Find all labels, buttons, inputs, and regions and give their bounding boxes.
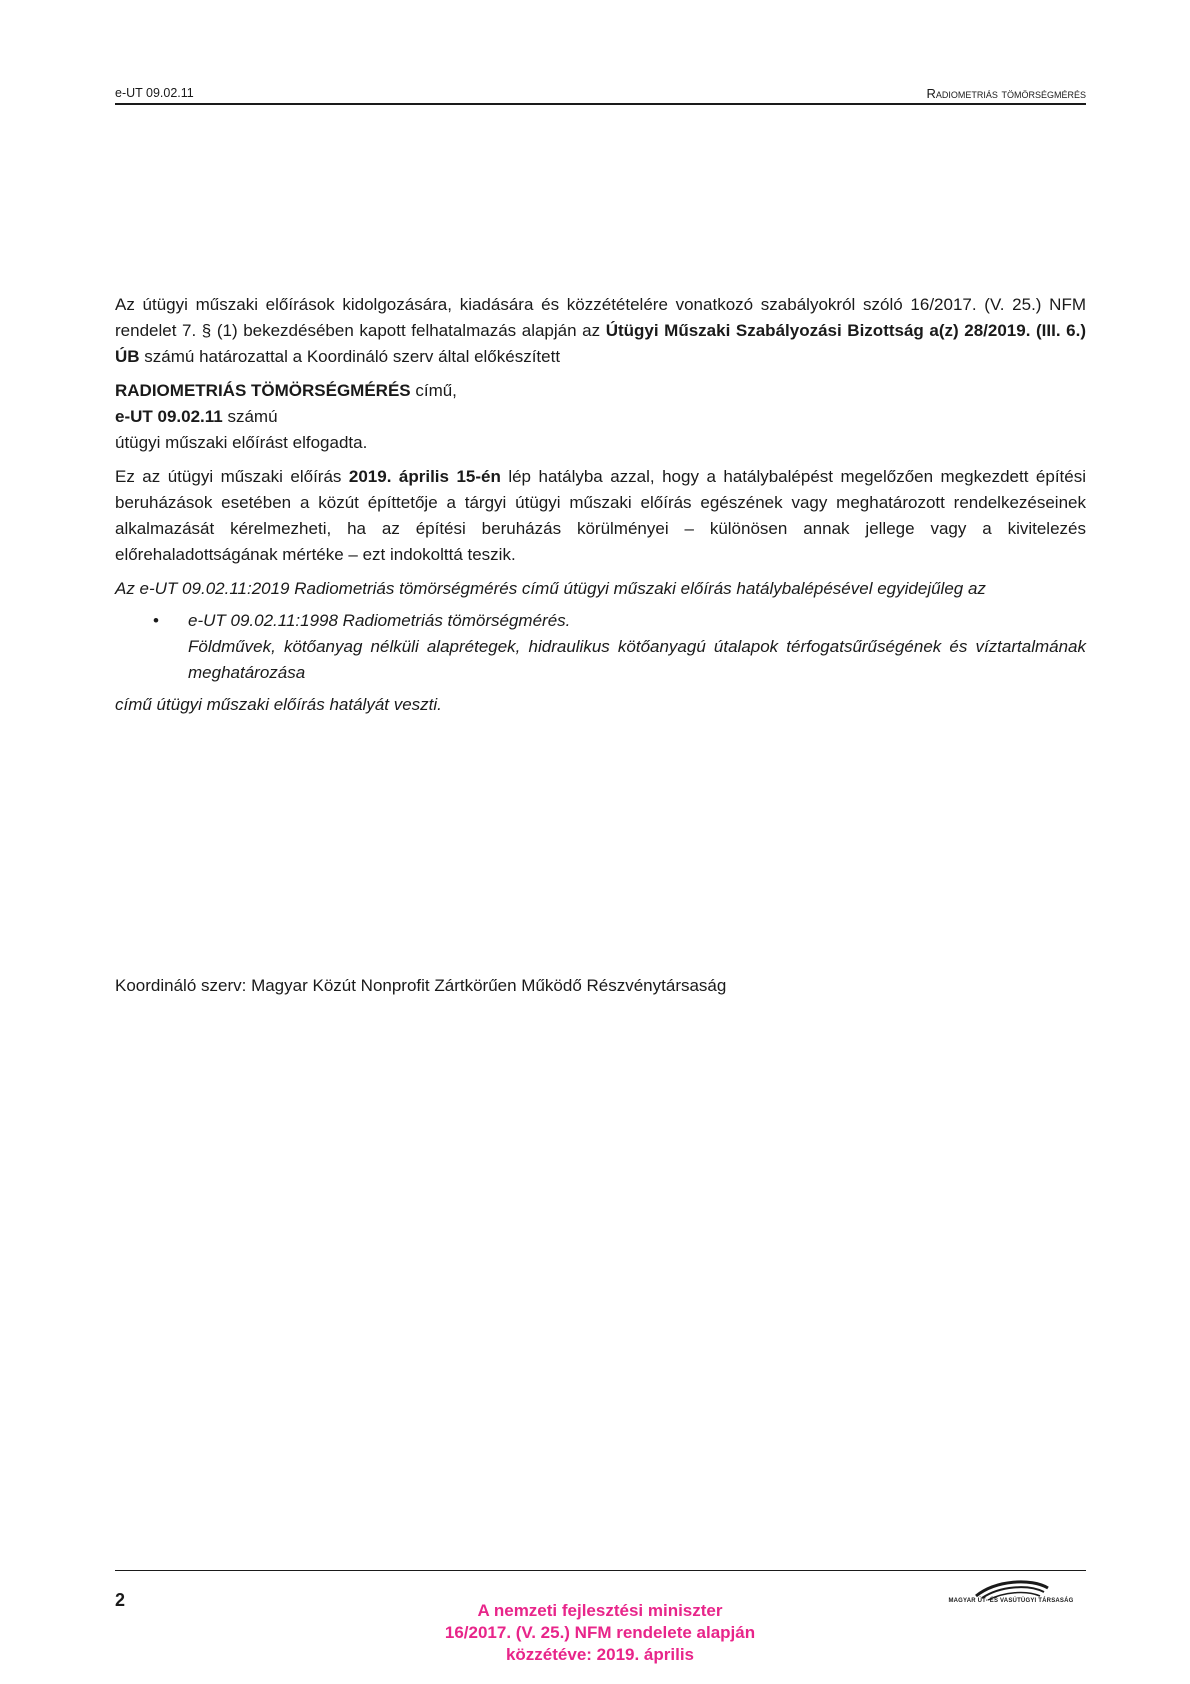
coordinator-line: Koordináló szerv: Magyar Közút Nonprofit Zártkörűen Működő Részvénytársaság [115,976,727,995]
repealed-list-item [115,608,1086,686]
repealed-item-subtitle: Földművek, kötőanyag nélküli alaprétegek, hidraulikus kötőanyagú útalapok térfogatsűrűségének és víztartalmának meghatározása [188,637,1086,682]
repealed-item-title: e-UT 09.02.11:1998 Radiometriás tömörségmérés. [188,611,571,630]
document-title: RADIOMETRIÁS TÖMÖRSÉGMÉRÉS című, [115,381,457,400]
document-code: e-UT 09.02.11 [115,86,194,100]
document-number: e-UT 09.02.11 számú [115,407,278,426]
logo-caption: MAGYAR ÚT- ÉS VASÚTÜGYI TÁRSASÁG [948,1598,1074,1604]
bullet: • [153,611,159,630]
header-title: Radiometriás tömörségmérés [926,86,1086,101]
repeal-end: című útügyi műszaki előírás hatályát veszti. [115,695,442,714]
footer-divider [115,1570,1086,1571]
publication-note: A nemzeti fejlesztési miniszter 16/2017. (V. 25.) NFM rendelete alapján közzétéve: 2019. április [444,1601,756,1664]
main-content [115,292,1086,718]
committee-name: Útügyi Műszaki Szabályozási Bizottság a(z) 28/2019. (III. 6.) ÚB [115,321,1086,366]
intro-paragraph: Az útügyi műszaki előírások kidolgozására, kiadására és közzétételére vonatkozó szabályokról szóló 16/2017. (V. 25.) NFM rendelet 7. § (1) bekezdésében kapott felhatalmazás alapján az Útügyi Műszaki Szabályozási Bizottság a(z) 28/2019. (III. 6.) ÚB számú határozattal a Koordináló szerv által előkészített [115,295,1086,366]
adopted-text: útügyi műszaki előírást elfogadta. [115,433,368,452]
effective-paragraph: Ez az útügyi műszaki előírás 2019. április 15-én lép hatályba azzal, hogy a hatálybalépést megelőzően megkezdett építési beruházások esetében a közút építtetője a tárgyi útügyi műszaki előírás egészének vagy meghatározott rendelkezéseinek alkalmazását kérelmezheti, ha az építési beruházás körülményei – különösen annak jellege vagy a kivitelezés előrehaladottságának mértéke – ezt indokolttá teszik. [115,467,1086,564]
repeal-intro: Az e-UT 09.02.11:2019 Radiometriás tömörségmérés című útügyi műszaki előírás hatálybalépésével egyidejűleg az [115,579,986,598]
page-header [115,86,1086,105]
effective-date: 2019. április 15-én [348,467,501,486]
page-number: 2 [115,1590,126,1610]
